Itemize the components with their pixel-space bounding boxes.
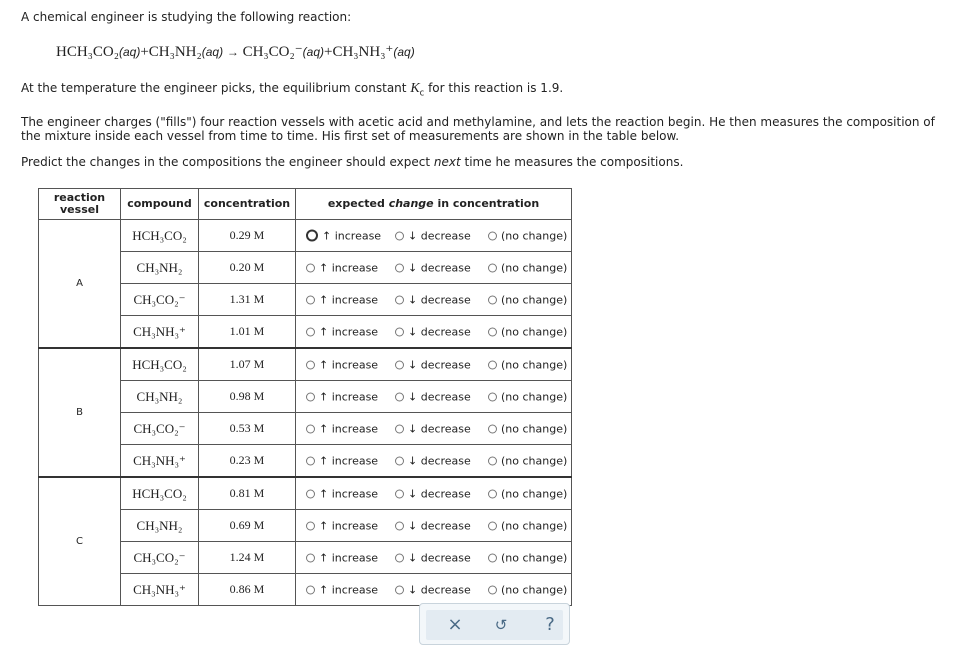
concentration-value: 1.01 M <box>199 316 296 349</box>
table-row <box>39 220 572 252</box>
header-text: expected <box>327 197 389 210</box>
compound-acid: HCH₃CO₂ <box>121 348 199 381</box>
vessel-label: A <box>39 220 121 349</box>
compound-methylammonium: CH₃NH₃⁺ <box>121 574 199 606</box>
option-label: ↑ increase <box>319 583 379 596</box>
decrease-option[interactable] <box>395 487 471 500</box>
intro-text: A chemical engineer is studying the following reaction: <box>21 10 352 24</box>
change-options <box>296 542 572 574</box>
increase-option[interactable] <box>306 390 378 403</box>
radio-button[interactable] <box>306 327 315 336</box>
compound-methylammonium: CH₃NH₃⁺ <box>121 445 199 478</box>
plus-sign: + <box>324 44 333 60</box>
table-header-row <box>39 189 572 220</box>
no-change-option[interactable] <box>488 358 567 371</box>
compound-amine: CH₃NH₂ <box>121 252 199 284</box>
option-label: ↑ increase <box>319 487 379 500</box>
option-label: ↓ decrease <box>408 325 471 338</box>
vessel-label: C <box>39 477 121 606</box>
radio-button[interactable] <box>306 295 315 304</box>
change-options <box>296 220 572 252</box>
option-label: (no change) <box>501 293 568 306</box>
predict-text: Predict the changes in the compositions the engineer should expect <box>21 155 434 169</box>
no-change-option[interactable] <box>488 551 567 564</box>
radio-button[interactable] <box>488 295 497 304</box>
concentration-value: 0.86 M <box>199 574 296 606</box>
kc-text: At the temperature the engineer picks, the equilibrium constant <box>21 81 411 95</box>
concentration-value: 0.29 M <box>199 220 296 252</box>
no-change-option[interactable] <box>488 519 567 532</box>
radio-button[interactable] <box>488 392 497 401</box>
option-label: (no change) <box>501 583 568 596</box>
concentration-value: 1.07 M <box>199 348 296 381</box>
radio-button[interactable] <box>488 585 497 594</box>
concentration-value: 0.69 M <box>199 510 296 542</box>
reaction-table <box>38 188 572 606</box>
setup-text: The engineer charges ("fills") four reaction vessels with acetic acid and methylamine, and lets the reaction begin. He then measures the composition of the mixture inside each vessel from time to time. His first set of measurements are shown in the table below. <box>21 115 935 143</box>
increase-option[interactable] <box>306 519 378 532</box>
radio-button[interactable] <box>306 585 315 594</box>
no-change-option[interactable] <box>488 229 567 242</box>
radio-button[interactable] <box>488 327 497 336</box>
option-label: (no change) <box>501 519 568 532</box>
phase-label: (aq) <box>118 45 141 59</box>
increase-option[interactable] <box>306 358 378 371</box>
radio-button[interactable] <box>395 553 404 562</box>
change-options <box>296 574 572 606</box>
decrease-option[interactable] <box>395 229 471 242</box>
radio-button[interactable] <box>488 424 497 433</box>
option-label: ↑ increase <box>322 229 382 242</box>
option-label: ↓ decrease <box>408 583 471 596</box>
increase-option[interactable] <box>306 454 378 467</box>
radio-button[interactable] <box>395 456 404 465</box>
header-emphasis: change <box>388 197 434 210</box>
option-label: (no change) <box>501 261 568 274</box>
compound-methylammonium: CH₃NH₃⁺ <box>121 316 199 349</box>
compound-acetate: CH₃CO₂⁻ <box>121 542 199 574</box>
option-label: ↑ increase <box>319 519 379 532</box>
radio-button[interactable] <box>306 489 315 498</box>
increase-option[interactable] <box>306 422 378 435</box>
radio-button[interactable] <box>395 295 404 304</box>
option-label: ↓ decrease <box>408 229 471 242</box>
change-options <box>296 445 572 478</box>
radio-button[interactable] <box>395 521 404 530</box>
reaction-equation <box>56 42 415 61</box>
reactant-amine: CH₃NH₂ <box>148 44 202 60</box>
radio-button[interactable] <box>488 360 497 369</box>
radio-button[interactable] <box>306 456 315 465</box>
radio-button[interactable] <box>306 392 315 401</box>
option-label: ↓ decrease <box>408 422 471 435</box>
no-change-option[interactable] <box>488 293 567 306</box>
option-label: ↓ decrease <box>408 390 471 403</box>
option-label: ↑ increase <box>319 261 379 274</box>
no-change-option[interactable] <box>488 487 567 500</box>
header-text: in concentration <box>433 197 540 210</box>
toolbar-inner <box>426 610 563 640</box>
option-label: ↓ decrease <box>408 261 471 274</box>
decrease-option[interactable] <box>395 551 471 564</box>
option-label: ↑ increase <box>319 293 379 306</box>
radio-button[interactable] <box>395 392 404 401</box>
increase-option[interactable] <box>306 325 378 338</box>
option-label: (no change) <box>501 229 568 242</box>
radio-button[interactable] <box>395 360 404 369</box>
increase-option[interactable] <box>306 583 378 596</box>
radio-button[interactable] <box>395 263 404 272</box>
radio-button[interactable] <box>488 553 497 562</box>
concentration-value: 1.31 M <box>199 284 296 316</box>
phase-label: (aq) <box>302 45 324 59</box>
radio-button[interactable] <box>488 489 497 498</box>
product-methylammonium: CH₃NH₃⁺ <box>332 44 394 60</box>
option-label: (no change) <box>501 551 568 564</box>
no-change-option[interactable] <box>488 390 567 403</box>
option-label: ↓ decrease <box>408 358 471 371</box>
change-options <box>296 284 572 316</box>
predict-text: time he measures the compositions. <box>460 155 684 169</box>
increase-option[interactable] <box>306 487 378 500</box>
option-label: ↑ increase <box>319 422 379 435</box>
option-label: ↓ decrease <box>408 519 471 532</box>
option-label: (no change) <box>501 422 568 435</box>
increase-option[interactable] <box>306 261 378 274</box>
no-change-option[interactable] <box>488 422 567 435</box>
concentration-value: 0.23 M <box>199 445 296 478</box>
decrease-option[interactable] <box>395 325 471 338</box>
predict-emphasis: next <box>433 155 461 169</box>
option-label: ↑ increase <box>319 454 379 467</box>
no-change-option[interactable] <box>488 454 567 467</box>
change-options <box>296 252 572 284</box>
vessel-label: B <box>39 348 121 477</box>
increase-option[interactable] <box>306 229 381 242</box>
decrease-option[interactable] <box>395 519 471 532</box>
option-label: ↑ increase <box>319 325 379 338</box>
option-label: ↑ increase <box>319 551 379 564</box>
option-label: ↓ decrease <box>408 454 471 467</box>
decrease-option[interactable] <box>395 422 471 435</box>
compound-amine: CH₃NH₂ <box>121 510 199 542</box>
compound-acetate: CH₃CO₂⁻ <box>121 413 199 445</box>
table-row <box>39 348 572 381</box>
phase-label: (aq) <box>393 45 415 59</box>
answer-toolbar <box>419 603 570 645</box>
radio-button[interactable] <box>488 456 497 465</box>
radio-button[interactable] <box>306 424 315 433</box>
change-options <box>296 381 572 413</box>
header-compound: compound <box>121 189 199 220</box>
decrease-option[interactable] <box>395 583 471 596</box>
header-vessel: reaction vessel <box>39 189 121 220</box>
radio-button[interactable] <box>488 521 497 530</box>
radio-button[interactable] <box>395 231 404 240</box>
header-expected-change <box>296 189 572 220</box>
close-icon[interactable]: × <box>447 614 463 635</box>
increase-option[interactable] <box>306 293 378 306</box>
radio-button[interactable] <box>395 489 404 498</box>
radio-button[interactable] <box>488 231 497 240</box>
decrease-option[interactable] <box>395 261 471 274</box>
change-options <box>296 477 572 510</box>
radio-button[interactable] <box>395 327 404 336</box>
radio-button[interactable] <box>395 585 404 594</box>
radio-button[interactable] <box>306 521 315 530</box>
reaction-arrow: → <box>226 45 239 59</box>
compound-acid: HCH₃CO₂ <box>121 477 199 510</box>
kc-symbol: K <box>410 81 420 96</box>
option-label: (no change) <box>501 487 568 500</box>
option-label: ↓ decrease <box>408 551 471 564</box>
concentration-value: 1.24 M <box>199 542 296 574</box>
radio-button[interactable] <box>395 424 404 433</box>
concentration-value: 0.53 M <box>199 413 296 445</box>
kc-statement <box>21 81 563 99</box>
table-row <box>39 477 572 510</box>
option-label: (no change) <box>501 358 568 371</box>
change-options <box>296 316 572 349</box>
change-options <box>296 348 572 381</box>
option-label: ↑ increase <box>319 358 379 371</box>
compound-acid: HCH₃CO₂ <box>121 220 199 252</box>
decrease-option[interactable] <box>395 454 471 467</box>
reactant-acid: HCH₃CO₂ <box>56 44 119 60</box>
concentration-value: 0.20 M <box>199 252 296 284</box>
plus-sign: + <box>140 44 149 60</box>
radio-button[interactable] <box>306 360 315 369</box>
change-options <box>296 413 572 445</box>
no-change-option[interactable] <box>488 583 567 596</box>
compound-acetate: CH₃CO₂⁻ <box>121 284 199 316</box>
change-options <box>296 510 572 542</box>
radio-button[interactable] <box>488 263 497 272</box>
help-icon[interactable]: ? <box>545 614 555 635</box>
radio-button[interactable] <box>306 263 315 272</box>
decrease-option[interactable] <box>395 390 471 403</box>
option-label: (no change) <box>501 454 568 467</box>
kc-value-text: for this reaction is 1.9. <box>424 81 564 95</box>
radio-button[interactable] <box>306 230 318 242</box>
option-label: (no change) <box>501 390 568 403</box>
option-label: ↓ decrease <box>408 293 471 306</box>
option-label: ↑ increase <box>319 390 379 403</box>
predict-instruction <box>21 155 683 169</box>
radio-button[interactable] <box>306 553 315 562</box>
option-label: ↓ decrease <box>408 487 471 500</box>
increase-option[interactable] <box>306 551 378 564</box>
concentration-value: 0.98 M <box>199 381 296 413</box>
option-label: (no change) <box>501 325 568 338</box>
kc-subscript: c <box>419 87 425 98</box>
header-concentration: concentration <box>199 189 296 220</box>
no-change-option[interactable] <box>488 325 567 338</box>
undo-icon[interactable]: ↺ <box>494 616 508 634</box>
product-acetate: CH₃CO₂⁻ <box>242 44 303 60</box>
decrease-option[interactable] <box>395 358 471 371</box>
compound-amine: CH₃NH₂ <box>121 381 199 413</box>
decrease-option[interactable] <box>395 293 471 306</box>
no-change-option[interactable] <box>488 261 567 274</box>
phase-label: (aq) <box>201 45 224 59</box>
concentration-value: 0.81 M <box>199 477 296 510</box>
